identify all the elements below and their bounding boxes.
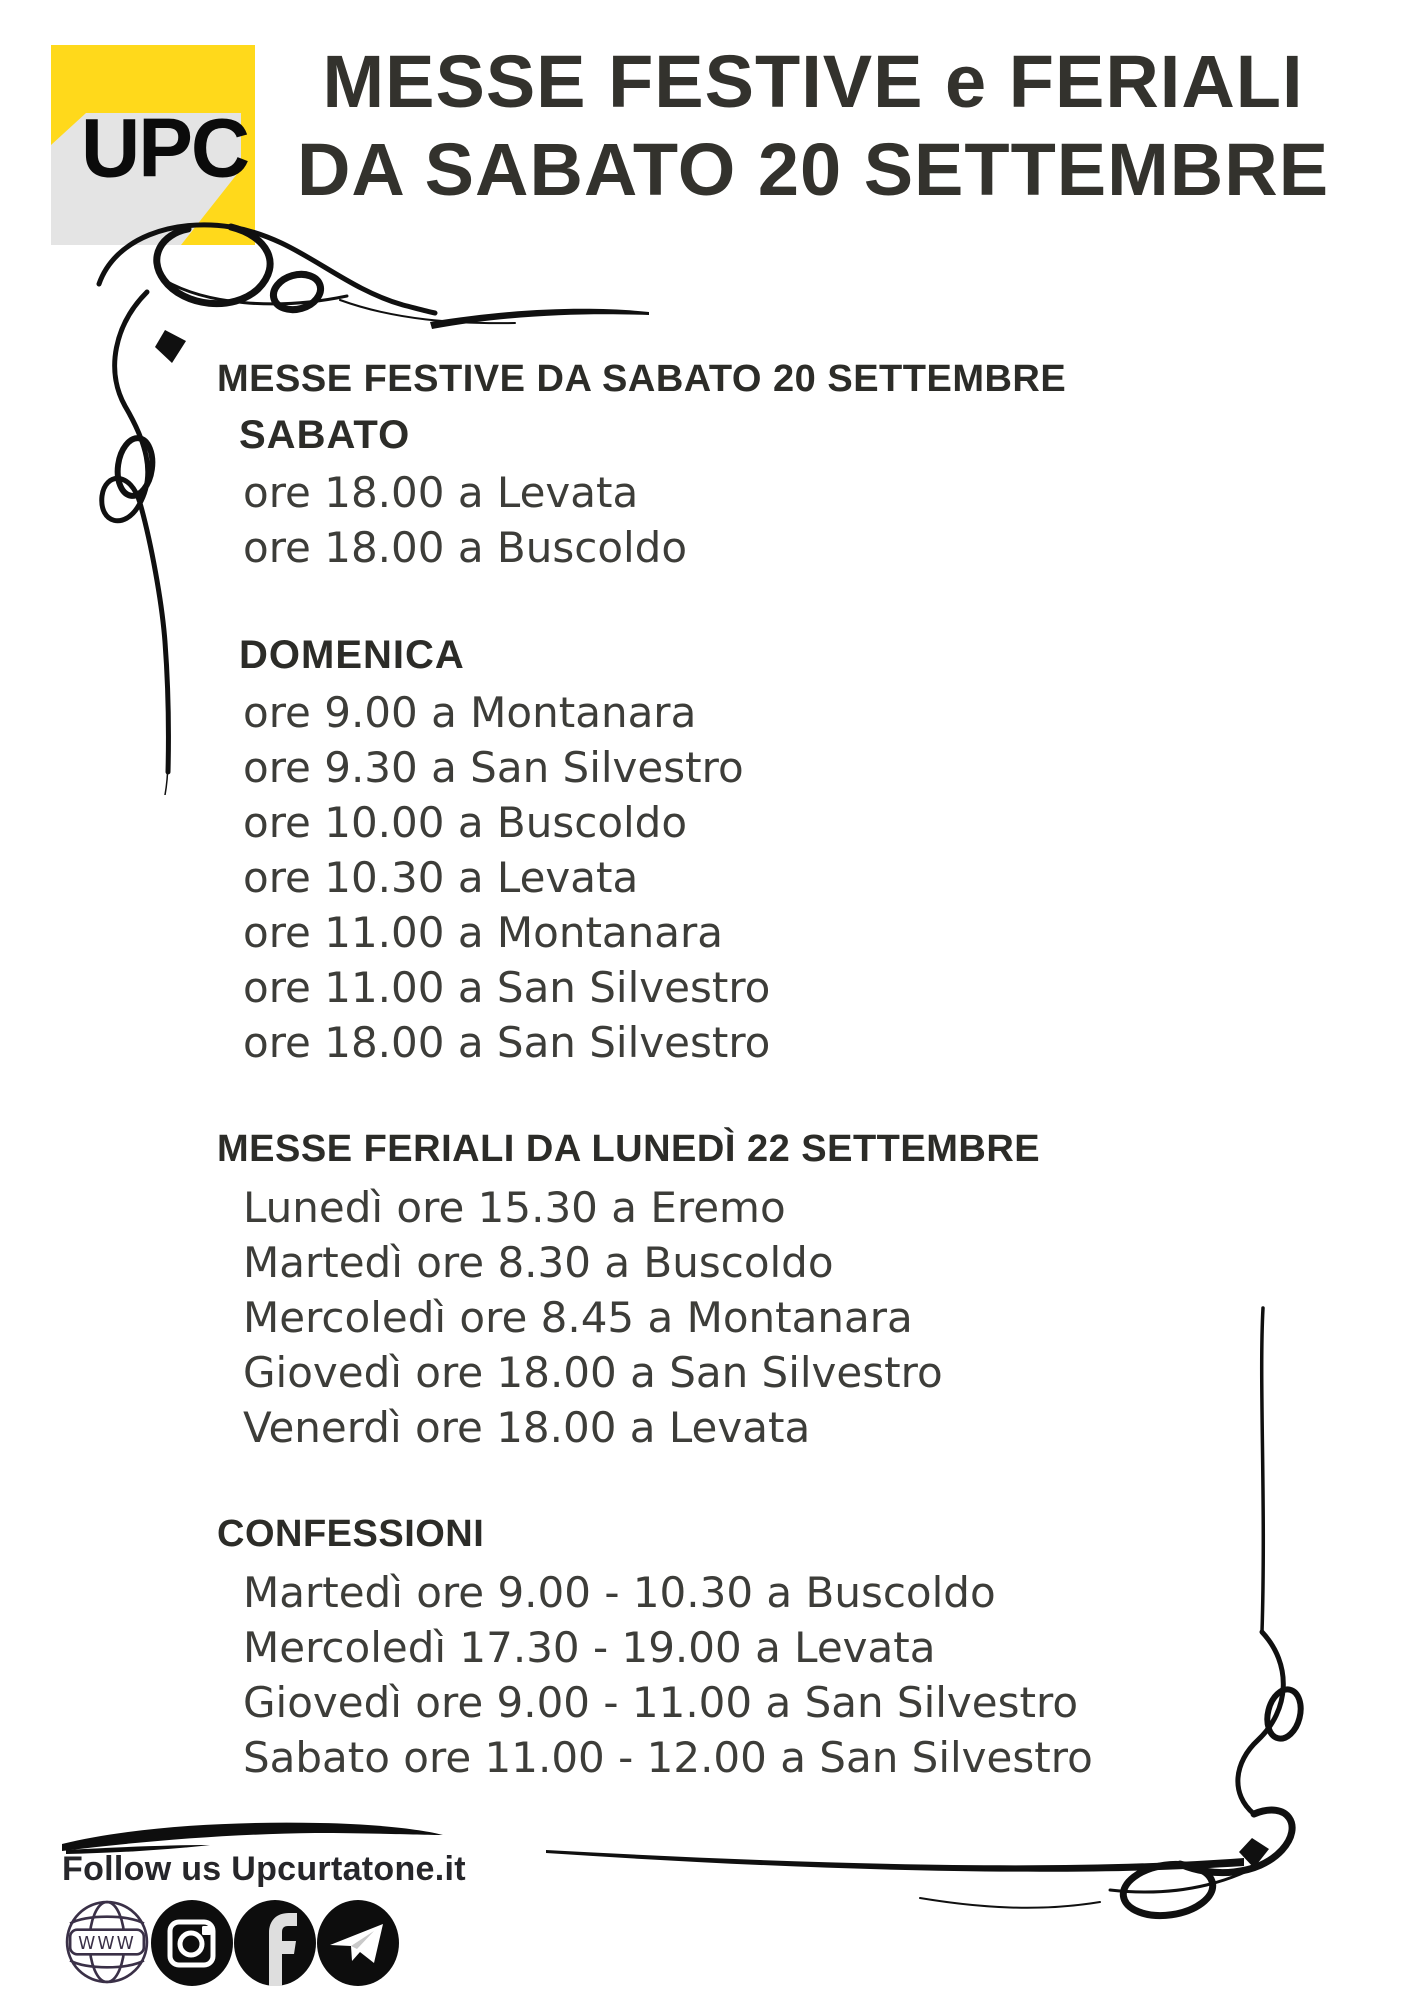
website-link[interactable] bbox=[64, 1899, 150, 1985]
mass-time: Martedì ore 8.30 a Buscoldo bbox=[243, 1238, 834, 1287]
instagram-link[interactable] bbox=[150, 1899, 234, 1987]
www-label: WWW bbox=[78, 1934, 136, 1955]
day-header-sabato: SABATO bbox=[239, 413, 411, 457]
page-title-line2: DA SABATO 20 SETTEMBRE bbox=[296, 128, 1330, 211]
mass-time: ore 11.00 a Montanara bbox=[243, 908, 724, 957]
page-title bbox=[258, 38, 1368, 214]
mass-time: ore 9.00 a Montanara bbox=[243, 688, 697, 737]
upc-logo-text: UPC bbox=[81, 102, 249, 195]
confession-time: Giovedì ore 9.00 - 11.00 a San Silvestro bbox=[243, 1678, 1079, 1727]
section-header-festive: MESSE FESTIVE DA SABATO 20 SETTEMBRE bbox=[217, 358, 1067, 400]
confession-time: Martedì ore 9.00 - 10.30 a Buscoldo bbox=[243, 1568, 996, 1617]
facebook-icon[interactable] bbox=[233, 1899, 317, 1987]
mass-time: Lunedì ore 15.30 a Eremo bbox=[243, 1183, 786, 1232]
mass-time: Mercoledì ore 8.45 a Montanara bbox=[243, 1293, 913, 1342]
mass-time: Giovedì ore 18.00 a San Silvestro bbox=[243, 1348, 943, 1397]
mass-time: ore 10.00 a Buscoldo bbox=[243, 798, 688, 847]
follow-us-text[interactable]: Follow us Upcurtatone.it bbox=[62, 1850, 466, 1888]
telegram-icon[interactable] bbox=[316, 1899, 400, 1987]
mass-time: ore 10.30 a Levata bbox=[243, 853, 639, 902]
www-globe-icon[interactable] bbox=[64, 1899, 150, 1985]
mass-time: ore 18.00 a Buscoldo bbox=[243, 523, 688, 572]
instagram-icon[interactable] bbox=[150, 1899, 234, 1987]
day-header-domenica: DOMENICA bbox=[239, 633, 465, 677]
facebook-link[interactable] bbox=[233, 1899, 317, 1987]
page-title-line1: MESSE FESTIVE e FERIALI bbox=[322, 40, 1304, 123]
telegram-link[interactable] bbox=[316, 1899, 400, 1987]
mass-time: Venerdì ore 18.00 a Levata bbox=[243, 1403, 811, 1452]
confession-time: Mercoledì 17.30 - 19.00 a Levata bbox=[243, 1623, 936, 1672]
section-header-confessioni: CONFESSIONI bbox=[217, 1513, 485, 1555]
confession-time: Sabato ore 11.00 - 12.00 a San Silvestro bbox=[243, 1733, 1093, 1782]
mass-schedule bbox=[217, 358, 1093, 1788]
mass-time: ore 11.00 a San Silvestro bbox=[243, 963, 771, 1012]
mass-time: ore 18.00 a San Silvestro bbox=[243, 1018, 771, 1067]
section-header-feriali: MESSE FERIALI DA LUNEDÌ 22 SETTEMBRE bbox=[217, 1128, 1041, 1170]
mass-time: ore 9.30 a San Silvestro bbox=[243, 743, 744, 792]
mass-time: ore 18.00 a Levata bbox=[243, 468, 639, 517]
